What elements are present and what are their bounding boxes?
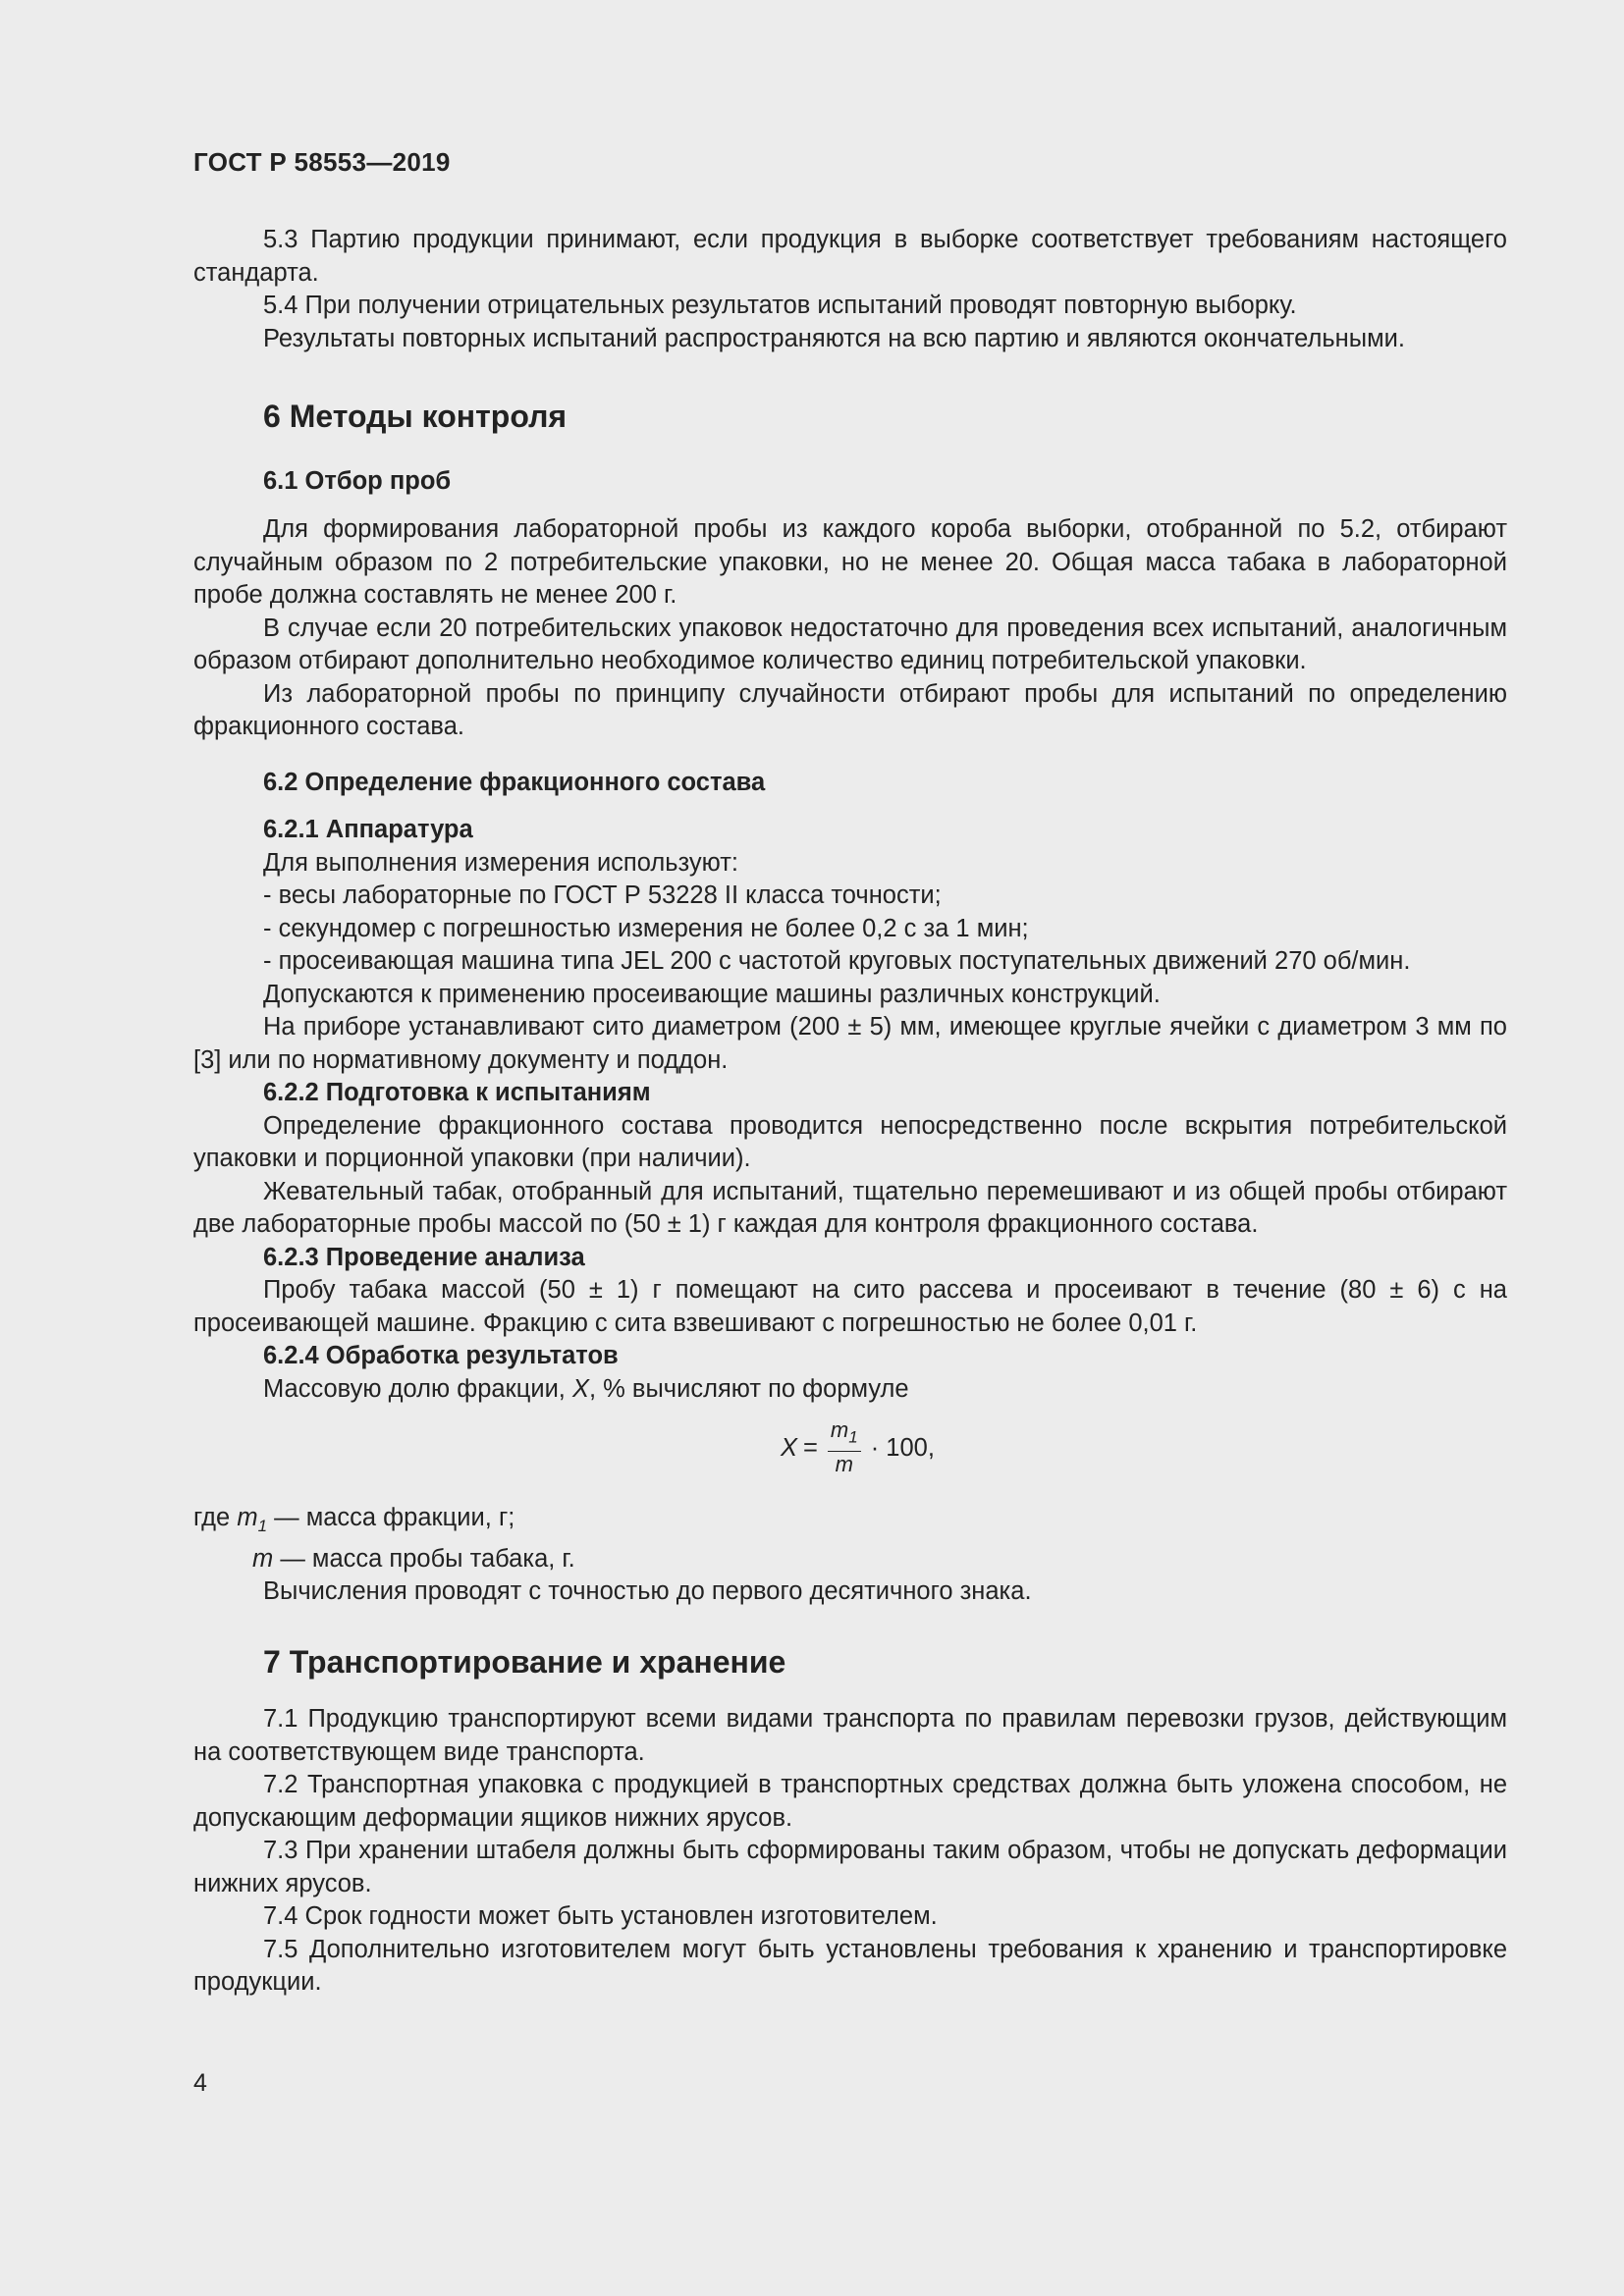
- section-6-1-body: [193, 513, 1507, 744]
- formula-legend: [193, 1502, 1507, 1609]
- section-6-1-title: 6.1 Отбор проб: [263, 467, 452, 495]
- formula-numerator: $m_1$: [828, 1418, 861, 1452]
- section-6-2-1-title: 6.2.1 Аппаратура: [263, 816, 473, 843]
- section-6-2-4-title: 6.2.4 Обработка результатов: [263, 1342, 619, 1369]
- page-number: 4: [193, 2069, 207, 2097]
- para-7-2: 7.2 Транспортная упаковка с продукцией в транспортных средствах должна быть уложена способом, не допускающим деформации ящиков нижних ярусов.: [193, 1771, 1507, 1832]
- formula-lhs: X: [781, 1433, 798, 1462]
- formula-intro: Массовую долю фракции, X, % вычисляют по формуле: [263, 1374, 909, 1403]
- section-6-2-3-title: 6.2.3 Проведение анализа: [263, 1243, 585, 1271]
- formula-denominator: m: [835, 1452, 853, 1477]
- para-6-2-2-1: Определение фракционного состава проводится непосредственно после вскрытия потребительской упаковки и порционной упаковки (при наличии).: [193, 1111, 1507, 1172]
- list-item: - просеивающая машина типа JEL 200 с частотой круговых поступательных движений 270 об/мин.: [263, 947, 1411, 975]
- formula-rhs: · 100,: [870, 1433, 935, 1462]
- formula-equals: =: [803, 1433, 818, 1462]
- para-6-2-4-end: Вычисления проводят с точностью до первого десятичного знака.: [263, 1577, 1032, 1606]
- section-7-title: 7 Транспортирование и хранение: [263, 1644, 786, 1680]
- para-6-1-2: В случае если 20 потребительских упаковок недостаточно для проведения всех испытаний, аналогичным образом отбирают дополнительно необходимое количество единиц потребительской упаковки.: [193, 614, 1507, 674]
- para-6-2-1-2: На приборе устанавливают сито диаметром (200 ± 5) мм, имеющее круглые ячейки с диаметром 3 мм по [3] или по нормативному документу и поддон.: [193, 1013, 1507, 1074]
- formula-fraction-mark: [828, 1418, 861, 1477]
- list-item: - секундомер с погрешностью измерения не более 0,2 с за 1 мин;: [263, 914, 1029, 942]
- para-7-3: 7.3 При хранении штабеля должны быть сформированы таким образом, чтобы не допускать деформации нижних ярусов.: [193, 1837, 1507, 1897]
- document-header: ГОСТ Р 58553—2019: [193, 147, 451, 177]
- variable-x: X: [571, 1374, 589, 1403]
- legend-m: m — масса пробы табака, г.: [252, 1544, 575, 1573]
- section-6-2-heading-block: [193, 767, 1507, 800]
- section-6-title: 6 Методы контроля: [263, 399, 568, 434]
- para-7-1: 7.1 Продукцию транспортируют всеми видами транспорта по правилам перевозки грузов, действующим на соответствующем виде транспорта.: [193, 1705, 1507, 1766]
- para-6-2-1-1: Допускаются к применению просеивающие машины различных конструкций.: [263, 980, 1161, 1008]
- section-6-2-2-title: 6.2.2 Подготовка к испытаниям: [263, 1079, 651, 1106]
- section-6-heading-block: [193, 397, 1507, 436]
- legend-m1: где $m_1$ — масса фракции, г;: [193, 1504, 515, 1536]
- section-6-1-heading-block: [193, 465, 1507, 499]
- para-5-3: 5.3 Партию продукции принимают, если продукция в выборке соответствует требованиям настоящего стандарта.: [193, 226, 1507, 287]
- para-6-2-2-2: Жевательный табак, отобранный для испытаний, тщательно перемешивают и из общей пробы отбирают две лабораторные пробы массой по (50 ± 1) г каждая для контроля фракционного состава.: [193, 1177, 1507, 1238]
- para-7-5: 7.5 Дополнительно изготовителем могут быть установлены требования к хранению и транспортировке продукции.: [193, 1935, 1507, 1996]
- para-6-1-3: Из лабораторной пробы по принципу случайности отбирают пробы для испытаний по определению фракционного состава.: [193, 679, 1507, 740]
- section-6-2-title: 6.2 Определение фракционного состава: [263, 769, 766, 796]
- list-item: - весы лабораторные по ГОСТ Р 53228 II класса точности;: [263, 881, 942, 909]
- para-6-1-1: Для формирования лабораторной пробы из каждого короба выборки, отобранной по 5.2, отбирают случайным образом по 2 потребительские упаковки, но не менее 20. Общая масса табака в лабораторной пробе должна составлять не менее 200 г.: [193, 515, 1507, 609]
- para-5-4: 5.4 При получении отрицательных результатов испытаний проводят повторную выборку.: [263, 292, 1297, 319]
- para-7-4: 7.4 Срок годности может быть установлен изготовителем.: [263, 1902, 938, 1930]
- section-6-2-body: [193, 814, 1507, 1406]
- section-7-heading-block: [193, 1642, 1507, 1682]
- para-6-2-3-1: Пробу табака массой (50 ± 1) г помещают на сито рассева и просеивают в течение (80 ± 6) с на просеивающей машине. Фракцию с сита взвешивают с погрешностью не более 0,01 г.: [193, 1276, 1507, 1337]
- para-5-4-results: Результаты повторных испытаний распространяются на всю партию и являются окончательными.: [263, 324, 1405, 352]
- section-7-body: [193, 1703, 1507, 2000]
- apparatus-intro: Для выполнения измерения используют:: [263, 848, 739, 877]
- formula-fraction: [781, 1418, 935, 1477]
- section-5-block: [193, 224, 1507, 355]
